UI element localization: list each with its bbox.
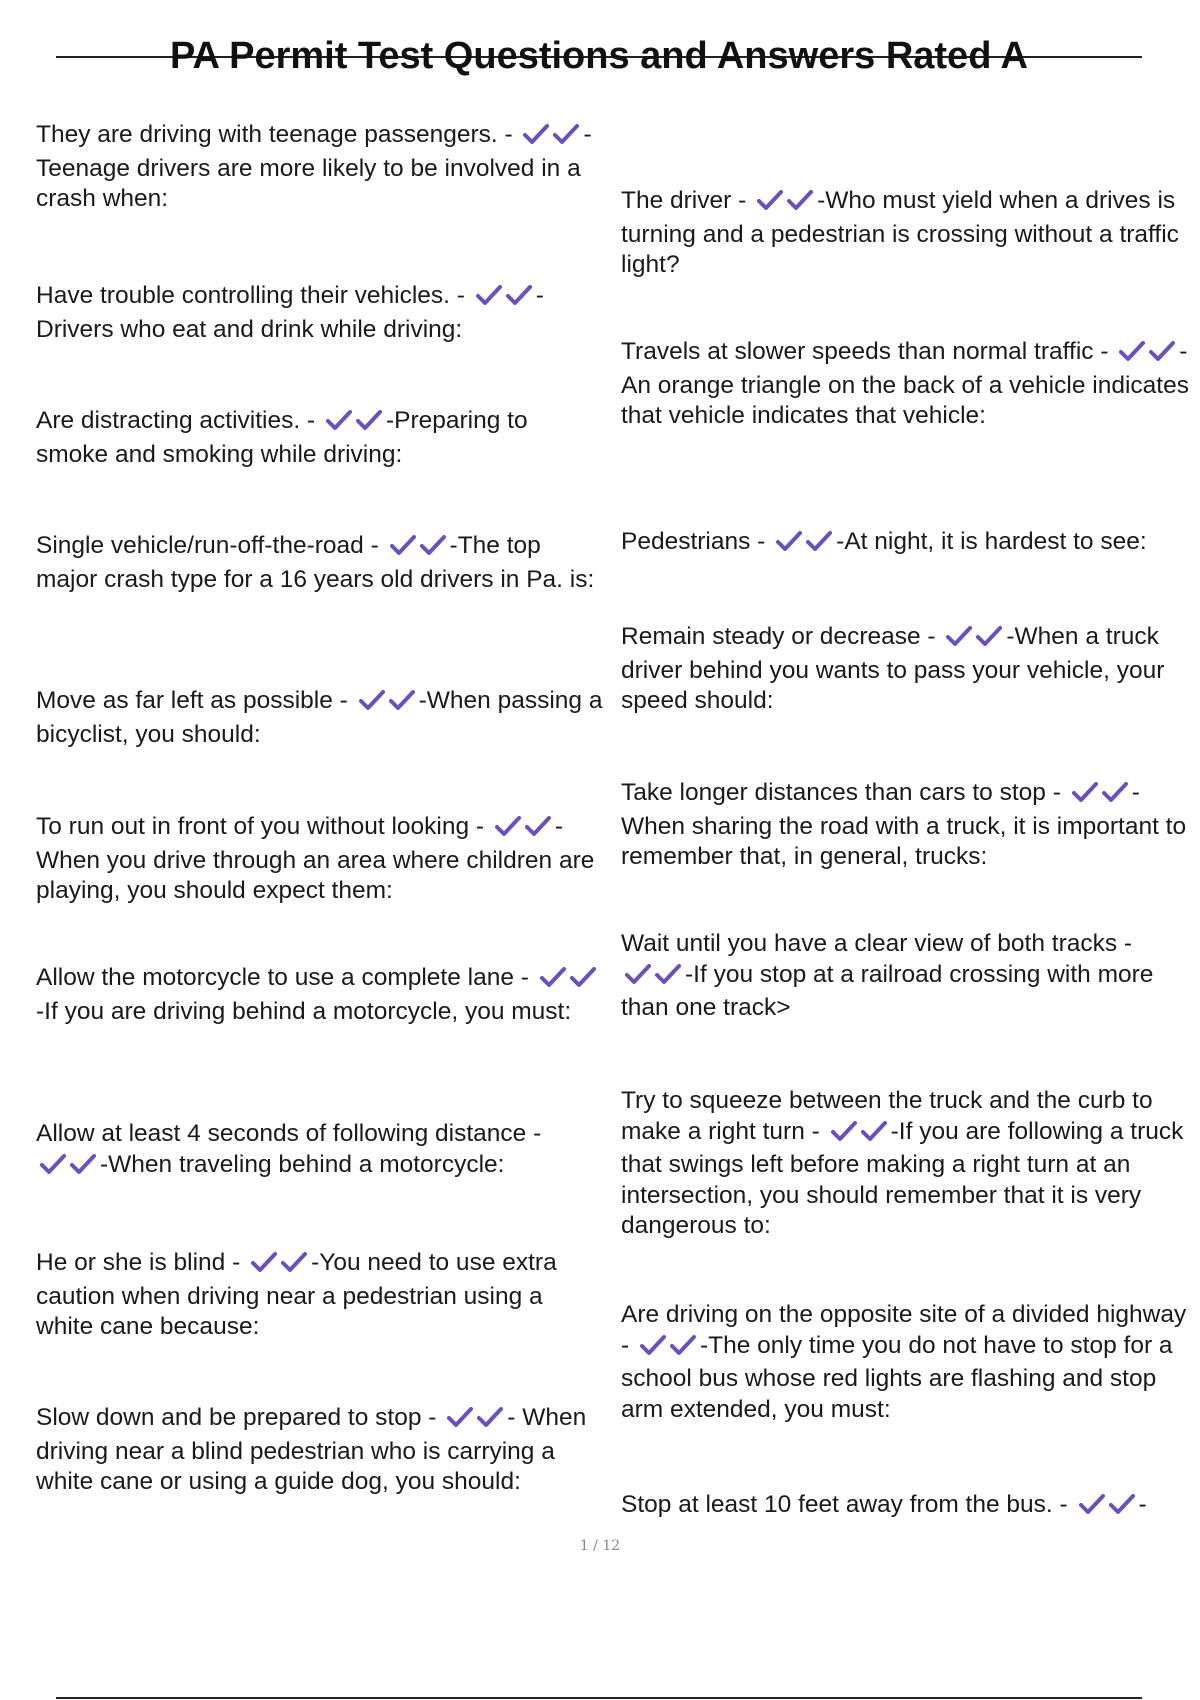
question-text: -Teenage drivers are more likely to be involved in a crash when: [36,121,592,212]
qa-item-10 [36,1403,606,1498]
question-text: -If you are following a truck that swings left before making a right turn at an intersection, you should remember that it is very dangerous to: [621,1117,1184,1239]
answer-text: To run out in front of you without looking - [36,813,485,840]
question-text: - When you drive through an area where children are playing, you should expect them: [36,813,595,904]
qa-item-11 [621,186,1200,281]
question-text: - When driving near a blind pedestrian who is carrying a white cane or using a guide dog, you should: [36,1404,587,1495]
qa-item-5 [36,686,606,750]
qa-item-8 [36,1119,606,1183]
check-icon [251,1251,307,1282]
qa-item-13 [621,527,1200,561]
check-icon [495,815,551,846]
question-text: -Preparing to smoke and smoking while driving: [36,407,528,468]
answer-text: Allow the motorcycle to use a complete lane - [36,964,529,991]
qa-item-3 [36,406,606,470]
check-icon [776,530,832,561]
check-icon [523,123,579,154]
qa-item-2 [36,281,606,345]
qa-item-9 [36,1248,606,1343]
question-text: -At night, it is hardest to see: [836,528,1147,555]
answer-text: They are driving with teenage passengers. - [36,121,513,148]
question-text: -Who must yield when a drives is turning and a pedestrian is crossing without a traffic light? [621,187,1179,278]
question-text: -When a truck driver behind you wants to pass your vehicle, your speed should: [621,623,1165,714]
answer-text: Move as far left as possible - [36,687,348,714]
check-icon [625,963,681,994]
question-text: - Drivers who eat and drink while driving: [36,282,544,343]
qa-item-18 [621,1300,1200,1425]
check-icon [1079,1493,1135,1524]
answer-text: Slow down and be prepared to stop - [36,1404,437,1431]
question-text: - [1138,1491,1147,1518]
question-text: -You need to use extra caution when driving near a pedestrian using a white cane because: [36,1249,557,1340]
answer-text: Stop at least 10 feet away from the bus. - [621,1491,1068,1518]
question-text: -When passing a bicyclist, you should: [36,687,603,748]
check-icon [476,284,532,315]
question-text: -The top major crash type for a 16 years old drivers in Pa. is: [36,532,595,593]
check-icon [946,625,1002,656]
question-text: -When traveling behind a motorcycle: [100,1150,505,1178]
qa-item-17 [621,1086,1200,1242]
qa-item-19 [621,1490,1200,1524]
question-text: -If you stop at a railroad crossing with more than one track> [621,960,1154,1021]
check-icon [1119,340,1175,371]
qa-item-4 [36,531,606,595]
question-text: - When sharing the road with a truck, it is important to remember that, in general, trucks: [621,779,1187,870]
title-area [56,30,1142,82]
qa-item-7 [36,963,606,1027]
page-number: 1 / 12 [579,1538,621,1554]
answer-text: Pedestrians - [621,528,766,555]
check-icon [640,1334,696,1365]
check-icon [831,1120,887,1151]
bottom-rule [56,1697,1142,1699]
check-icon [447,1406,503,1437]
qa-item-14 [621,622,1200,717]
answer-text: Wait until you have a clear view of both tracks - [621,930,1133,957]
check-icon [757,189,813,220]
answer-text: Single vehicle/run-off-the-road - [36,532,379,559]
qa-item-15 [621,778,1200,873]
check-icon [359,689,415,720]
check-icon [1072,781,1128,812]
answer-text: Are distracting activities. - [36,407,316,434]
question-text: -An orange triangle on the back of a vehicle indicates that vehicle indicates that vehicle: [621,338,1189,429]
answer-text: Have trouble controlling their vehicles. - [36,282,465,309]
check-icon [390,534,446,565]
page-title: PA Permit Test Questions and Answers Rated A [169,35,1028,77]
qa-item-6 [36,812,606,907]
question-text: -The only time you do not have to stop for a school bus whose red lights are flashing and stop arm extended, you must: [621,1331,1173,1423]
qa-item-12 [621,337,1200,432]
answer-text: Are driving on the opposite site of a divided highway - [621,1301,1187,1359]
qa-item-1 [36,120,606,215]
answer-text: Allow at least 4 seconds of following distance - [36,1120,542,1147]
answer-text: The driver - [621,187,747,214]
check-icon [40,1153,96,1184]
question-text: -If you are driving behind a motorcycle, you must: [36,997,572,1025]
qa-item-16 [621,929,1200,1024]
answer-text: Remain steady or decrease - [621,623,936,650]
answer-text: Try to squeeze between the truck and the curb to make a right turn - [621,1087,1153,1145]
answer-text: Travels at slower speeds than normal traffic - [621,338,1109,365]
check-icon [540,966,596,997]
check-icon [326,409,382,440]
answer-text: Take longer distances than cars to stop - [621,779,1061,806]
answer-text: He or she is blind - [36,1249,241,1276]
